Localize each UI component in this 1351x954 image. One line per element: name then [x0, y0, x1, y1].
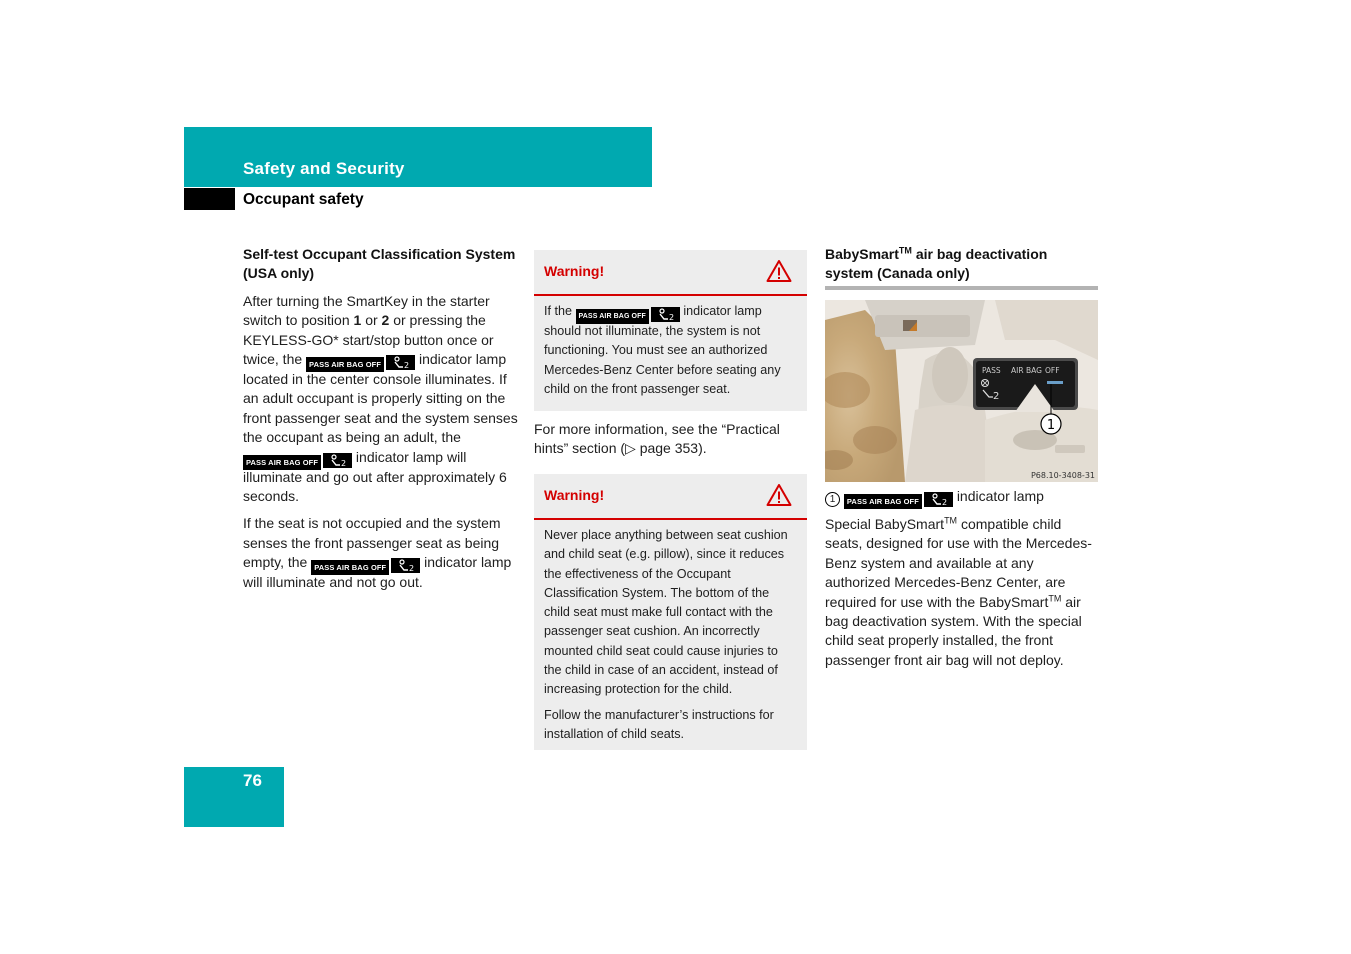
pass-air-bag-off-indicator: PASS AIR BAG OFF 2 — [243, 453, 352, 468]
console-photo — [825, 300, 1098, 482]
child-seat-icon — [386, 355, 415, 370]
panel-label-off: OFF — [1045, 366, 1060, 375]
warning-title: Warning! — [544, 487, 605, 503]
svg-text:2: 2 — [341, 458, 347, 467]
svg-text:2: 2 — [993, 391, 1000, 402]
panel-label-airbag: AIR BAG — [1011, 366, 1042, 375]
child-seat-icon — [323, 453, 352, 468]
photo-callout-number: 1 — [1046, 418, 1056, 433]
warning-triangle-icon — [766, 483, 792, 512]
pass-air-bag-off-indicator: PASS AIR BAG OFF 2 — [576, 307, 680, 322]
svg-text:2: 2 — [941, 498, 947, 506]
warning-box-2 — [534, 474, 807, 750]
svg-text:2: 2 — [668, 313, 674, 321]
svg-text:2: 2 — [409, 564, 415, 573]
babysmart-paragraph: Special BabySmart™ compatible child seats, designed for use with the Mercedes-Benz system and available at any authorized Mercedes-Benz Center, are required for use with the BabySmart™ air bag deactivation system. With the special child seat properly installed, the front passenger front air bag will not deploy. — [825, 515, 1092, 668]
warning-text: Follow the manufacturer’s instructions for installation of child seats. — [544, 707, 774, 741]
child-seat-icon — [924, 492, 953, 507]
self-test-heading: Self-test Occupant Classification System (USA only) — [243, 246, 516, 282]
warning-text: If the PASS AIR BAG OFF 2 indicator lamp should not illuminate, the system is not functioning. You must see an authorized Mercedes-Benz Center before seating any child on the front passenger seat. — [544, 304, 781, 396]
warning-title: Warning! — [544, 263, 605, 279]
warning-box-1 — [534, 250, 807, 411]
right-column-body — [825, 487, 1098, 678]
header-marker — [184, 188, 235, 210]
child-seat-icon — [651, 307, 680, 322]
panel-label-pass: PASS — [982, 366, 1001, 375]
pass-air-bag-off-indicator: PASS AIR BAG OFF 2 — [844, 492, 953, 507]
section-title: Safety and Security — [243, 159, 405, 178]
left-column — [243, 245, 518, 601]
page-number-box — [184, 767, 284, 827]
photo-caption: 1 PASS AIR BAG OFF 2 indicator lamp — [825, 487, 1098, 507]
page-number: 76 — [243, 771, 262, 790]
child-seat-icon — [391, 558, 420, 573]
more-info: For more information, see the “Practical hints” section (▷ page 353). — [534, 421, 780, 457]
caption-number: 1 — [825, 492, 840, 507]
image-code: P68.10-3408-31 — [1030, 471, 1095, 480]
warning-text: Never place anything between seat cushion and child seat (e.g. pillow), since it reduces the effectiveness of the Occupant Classification System. The bottom of the child seat must make full contact with the passenger seat cushion. An incorrectly mounted child seat could cause injuries to the child in case of an accident, instead of increasing protection for the child. — [544, 528, 788, 697]
babysmart-heading: BabySmart™ air bag deactivation system (Canada only) — [825, 245, 1048, 282]
paragraph: If the seat is not occupied and the system senses the front passenger seat as being empty, the PASS AIR BAG OFF 2 indicator lamp will illuminate and not go out. — [243, 515, 512, 591]
subsection-title: Occupant safety — [243, 191, 364, 208]
paragraph: After turning the SmartKey in the starter switch to position 1 or 2 or pressing the KEYLESS-GO* start/stop button once or twice, the PASS AIR BAG OFF 2 indicator lamp located in the center console illuminates. If an adult occupant is properly sitting on the front passenger seat and the system senses the occupant as being an adult, the PASS AIR BAG OFF 2 indicator lamp will illuminate and go out after approximately 6 seconds. — [243, 292, 518, 505]
heading-rule — [825, 286, 1098, 290]
right-column-heading — [825, 245, 1098, 284]
svg-text:2: 2 — [404, 361, 410, 370]
warning-triangle-icon — [766, 259, 792, 288]
pass-air-bag-off-indicator: PASS AIR BAG OFF 2 — [306, 355, 415, 370]
pass-air-bag-off-indicator: PASS AIR BAG OFF 2 — [311, 558, 420, 573]
